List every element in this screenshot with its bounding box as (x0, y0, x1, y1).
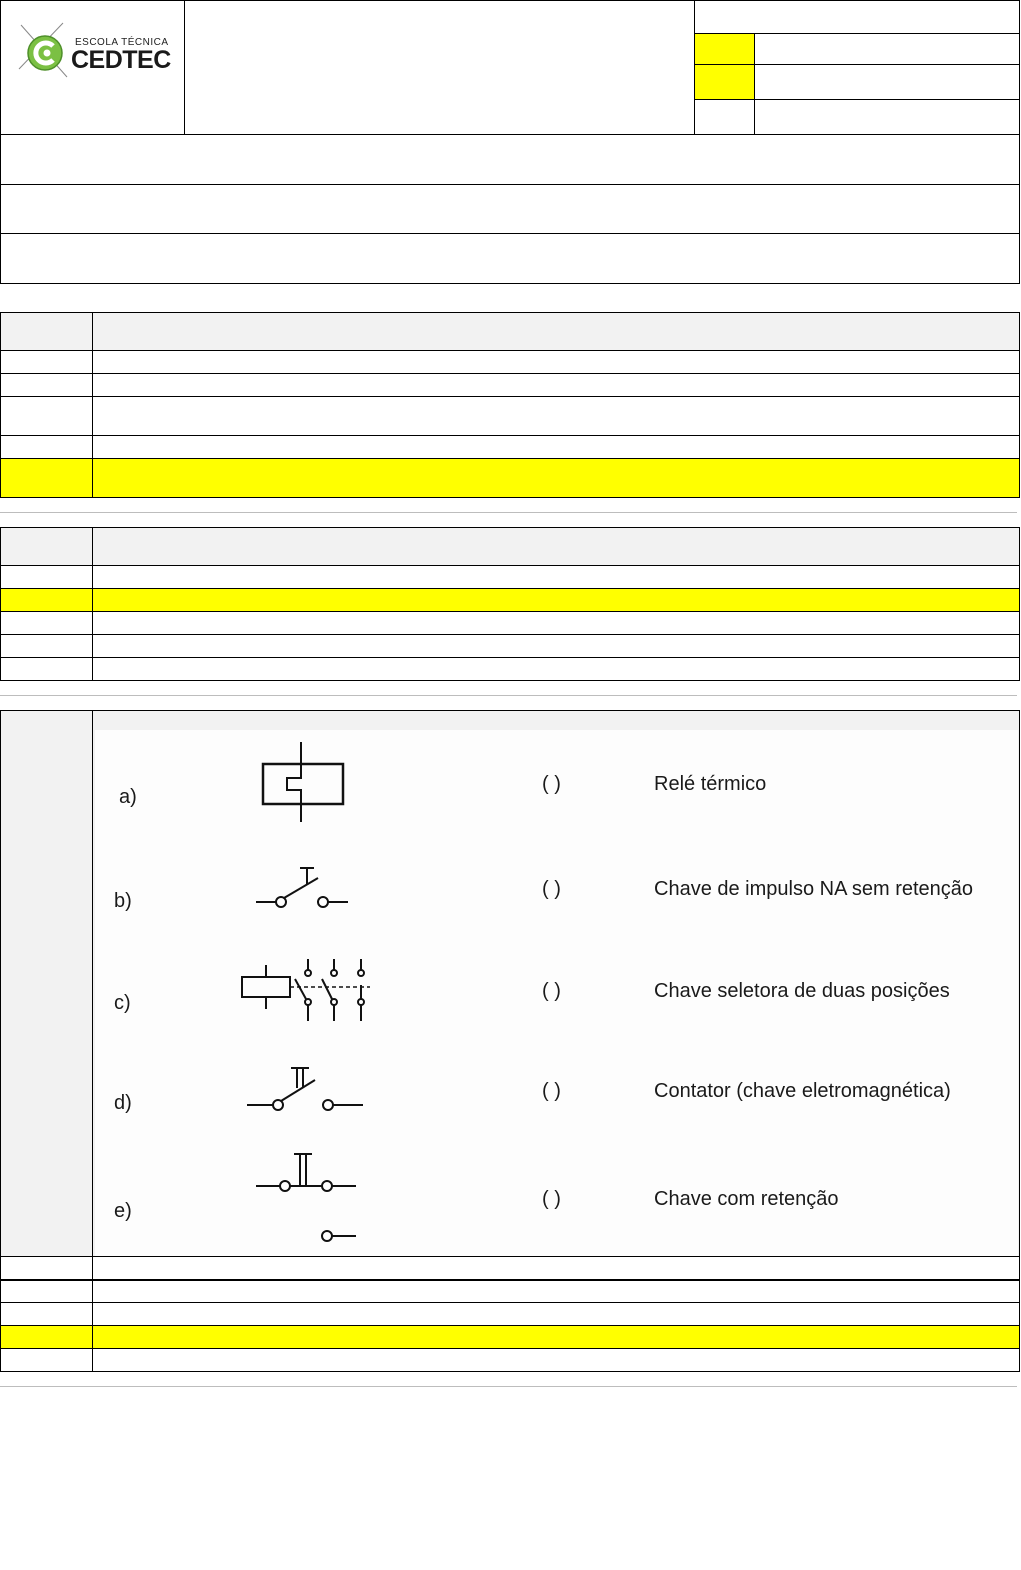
school-logo (15, 19, 175, 85)
q1-option-row (0, 374, 1020, 397)
header-cell-highlight-2 (695, 65, 754, 99)
answer-blank[interactable]: ( ) (542, 773, 561, 795)
divider (0, 1386, 1017, 1387)
logo-top-text: ESCOLA TÉCNICA (75, 37, 169, 48)
q2-option-row (0, 612, 1020, 635)
selector-switch-symbol-icon (250, 1150, 365, 1250)
q3-symbols-figure (95, 730, 1018, 1256)
logo-emblem-icon (15, 19, 79, 85)
q2-option-row (0, 566, 1020, 589)
q2-header-row (0, 527, 1020, 566)
q3-option-row (0, 1303, 1020, 1326)
symbol-label: e) (114, 1200, 132, 1222)
thermal-relay-symbol-icon (235, 742, 355, 827)
symbol-label: d) (114, 1092, 132, 1114)
contactor-symbol-icon (240, 955, 380, 1025)
push-button-no-symbol-icon (250, 860, 360, 915)
option-text: Relé térmico (654, 773, 767, 795)
q2-option-row (0, 658, 1020, 681)
header-cell-highlight-1 (695, 34, 754, 64)
q1-option-row (0, 397, 1020, 436)
symbol-label: c) (114, 992, 131, 1014)
answer-blank[interactable]: ( ) (542, 878, 561, 900)
q3-option-row (0, 1257, 1020, 1280)
logo-main-text: CEDTEC (71, 46, 171, 74)
symbol-label: a) (119, 786, 137, 808)
q1-header-row (0, 312, 1020, 351)
q2-option-row-highlighted (0, 589, 1020, 612)
option-text: Chave seletora de duas posições (654, 980, 950, 1002)
answer-blank[interactable]: ( ) (542, 1080, 561, 1102)
q1-option-row (0, 351, 1020, 374)
document-header (0, 0, 1020, 284)
option-text: Contator (chave eletromagnética) (654, 1080, 951, 1102)
q2-option-row (0, 635, 1020, 658)
divider (0, 695, 1017, 696)
q1-option-row (0, 436, 1020, 459)
q3-option-row (0, 1349, 1020, 1372)
q1-option-row-highlighted (0, 459, 1020, 498)
symbol-label: b) (114, 890, 132, 912)
option-text: Chave com retenção (654, 1188, 839, 1210)
divider (0, 512, 1017, 513)
q3-option-row (0, 1280, 1020, 1303)
answer-blank[interactable]: ( ) (542, 1188, 561, 1210)
q3-option-row-highlighted (0, 1326, 1020, 1349)
latching-switch-symbol-icon (245, 1060, 370, 1120)
answer-blank[interactable]: ( ) (542, 980, 561, 1002)
option-text: Chave de impulso NA sem retenção (654, 878, 974, 900)
